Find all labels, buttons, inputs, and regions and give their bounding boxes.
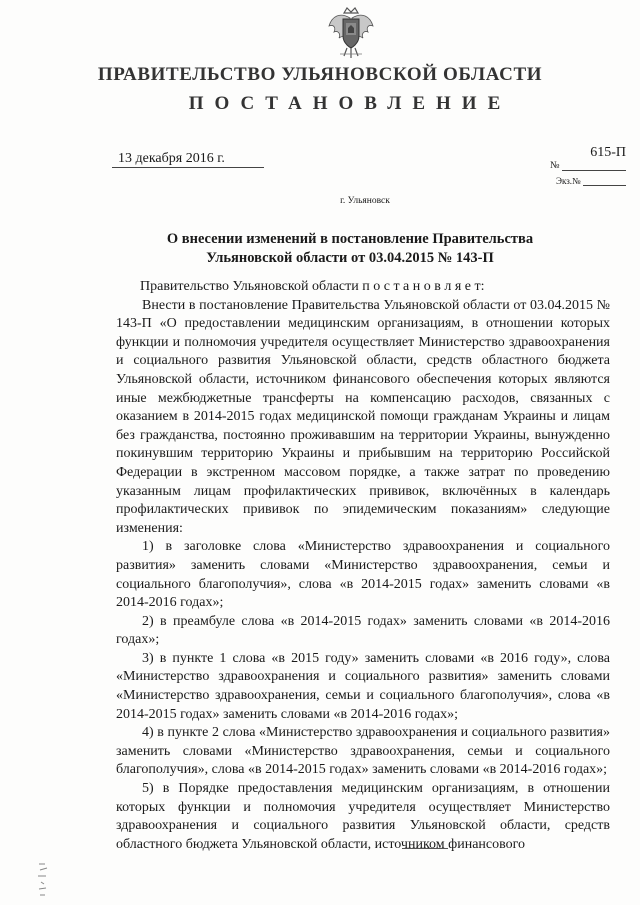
paragraph-item-1: 1) в заголовке слова «Министерство здравоохранения и социального развития» заменить словами «Министерство здравоохранения, семьи и социального благополучия», слова «в 2014-2015 годах» заменить словами «в 2014-2016 годах»;: [116, 539, 610, 611]
coat-of-arms-icon: [326, 4, 376, 62]
document-type: ПОСТАНОВЛЕНИЕ: [188, 93, 512, 114]
city-label: г. Ульяновск: [340, 196, 390, 206]
government-title: ПРАВИТЕЛЬСТВО УЛЬЯНОВСКОЙ ОБЛАСТИ: [97, 64, 543, 85]
paragraph-item-5: 5) в Порядке предоставления медицинским организациям, в отношении которых функции и полномочия учредителя осуществляет Министерство здравоохранения и социального развития Ульяновской области, средств областного бюджета Ульяновской области, источником финансового: [116, 781, 610, 852]
paragraph-item-2: 2) в преамбуле слова «в 2014-2015 годах» заменить словами «в 2014-2016 годах»;: [116, 613, 610, 648]
margin-marks: [36, 862, 50, 898]
number-underline: [562, 169, 626, 171]
page-break-dash: [402, 848, 448, 849]
subject-line-1: О внесении изменений в постановление Правительства: [166, 231, 534, 247]
document-number: 615-П: [590, 145, 626, 160]
preamble: Правительство Ульяновской области п о с т а н о в л я е т:: [140, 279, 485, 294]
copy-label: Экз.№: [556, 176, 581, 186]
document-subject: [100, 230, 600, 268]
paragraph-item-4: 4) в пункте 2 слова «Министерство здравоохранения и социального развития» заменить словами «Министерство здравоохранения, семьи и социального благополучия», слова «в 2014-2015 годах» заменить словами «в 2014-2016 годах»;: [116, 725, 610, 778]
paragraph-intro: Внести в постановление Правительства Ульяновской области от 03.04.2015 № 143-П «О предоставлении медицинским организациям, в отношении которых функции и полномочия учредителя осуществляет Министерство здравоохранения и социального развития Ульяновской области, средств областного бюджета Ульяновской области, источником финансового обеспечения которых являются иные межбюджетные трансферты на компенсацию расходов, связанных с оказанием в 2014-2015 годах медицинской помощи гражданам Украины и лицам без гражданства, постоянно проживавшим на территории Украины, вынужденно покинувшим территорию Украины и прибывшим на территорию Российской Федерации в экстренном массовом порядке, а также затрат по проведению указанным лицам профилактических прививок, включённых в календарь профилактических прививок по эпидемическим показаниям» следующие изменения:: [116, 297, 610, 536]
copy-underline: [583, 185, 626, 186]
document-number-block: [550, 145, 626, 171]
paragraph-item-3: 3) в пункте 1 слова «в 2015 году» заменить словами «в 2016 году», слова «Министерство здравоохранения и социального развития» заменить словами «Министерство здравоохранения, семьи и социального благополучия», слова «в 2014-2015 годах» заменить словами «в 2014-2016 годах»;: [116, 650, 610, 722]
document-body: [116, 278, 610, 854]
document-date: 13 декабря 2016 г.: [112, 150, 264, 168]
subject-line-2: Ульяновской области от 03.04.2015 № 143-П: [206, 250, 494, 266]
copy-number-line: [556, 176, 626, 186]
number-prefix: №: [550, 160, 560, 171]
number-line: [550, 160, 626, 171]
